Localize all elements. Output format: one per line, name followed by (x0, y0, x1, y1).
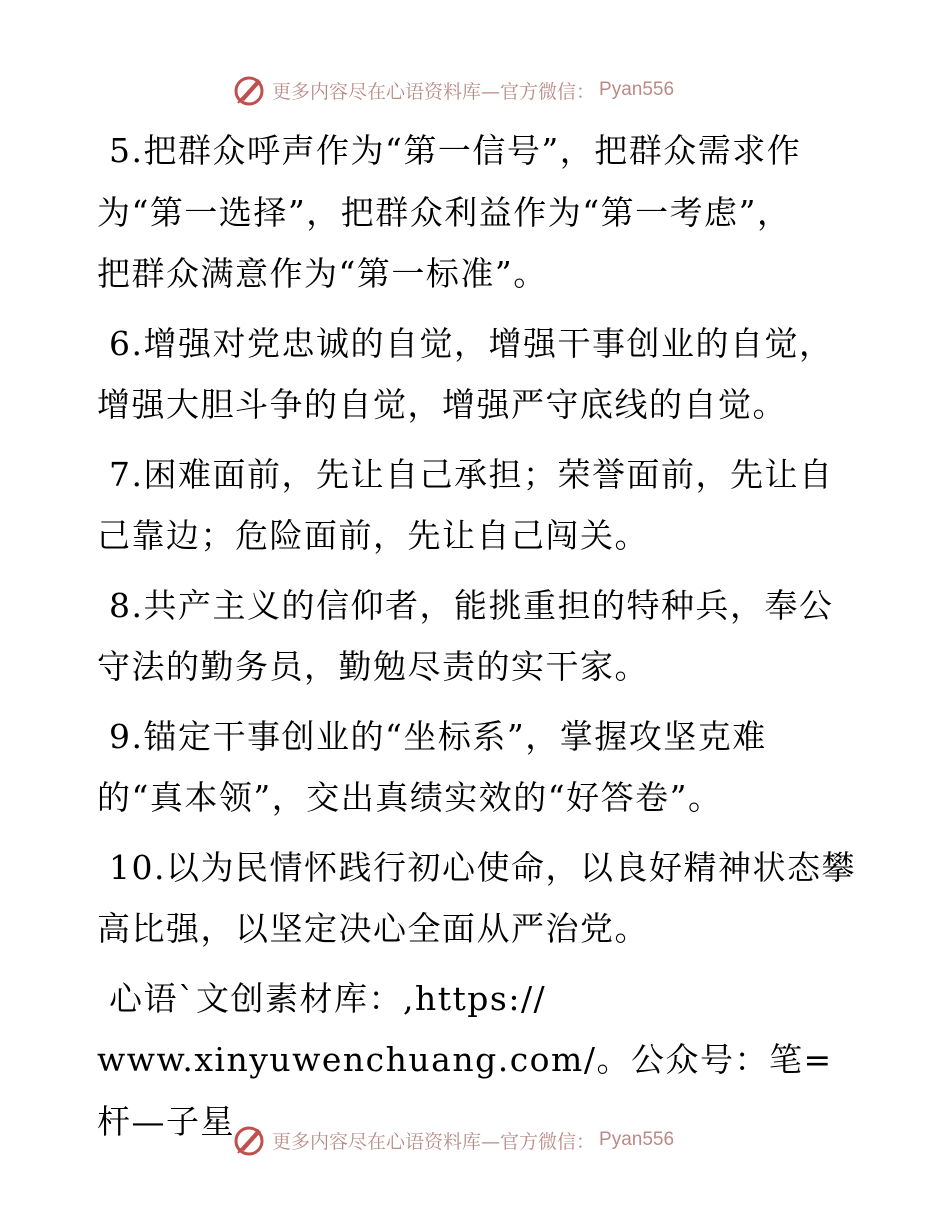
paragraph-7 (97, 444, 857, 567)
paragraph-line: 高比强，以坚定决心全面从严治党。 (97, 909, 649, 948)
paragraph-line: 8.共产主义的信仰者，能挑重担的特种兵，奉公 (109, 585, 834, 625)
paragraph-5 (97, 120, 857, 305)
paragraph-line: 己靠边；危险面前，先让自己闯关。 (97, 516, 649, 555)
source-link-line: www.xinyuwenchuang.com/。公众号：笔=杆—子星 (97, 1040, 833, 1141)
document-body (97, 120, 857, 1160)
header-watermark (232, 70, 712, 110)
quill-logo-icon (232, 73, 266, 107)
paragraph-line: 9.锚定干事创业的“坐标系”，掌握攻坚克难 (109, 716, 767, 756)
paragraph-8 (97, 575, 857, 698)
watermark-text: 更多内容尽在心语资料库—官方微信： (272, 80, 596, 103)
quill-logo-icon (232, 1123, 266, 1157)
paragraph-line: 的“真本领”，交出真绩实效的“好答卷”。 (97, 778, 723, 817)
paragraph-line: 7.困难面前，先让自己承担；荣誉面前，先让自 (109, 454, 834, 494)
watermark-handle: Pyan556 (599, 79, 675, 100)
paragraph-line: 6.增强对党忠诚的自觉，增强干事创业的自觉， (109, 323, 834, 363)
paragraph-line: 5.把群众呼声作为“第一信号”，把群众需求作 (109, 131, 802, 170)
paragraph-6 (97, 313, 857, 436)
source-line: 心语`文创素材库：,https:// (109, 978, 547, 1018)
paragraph-10 (97, 837, 857, 960)
paragraph-line: 10.以为民情怀践行初心使命，以良好精神状态攀 (109, 847, 856, 887)
paragraph-line: 把群众满意作为“第一标准”。 (97, 254, 548, 293)
paragraph-9 (97, 706, 857, 829)
footer-watermark (232, 1120, 712, 1160)
paragraph-line: 为“第一选择”，把群众利益作为“第一考虑”， (97, 192, 792, 232)
paragraph-line: 增强大胆斗争的自觉，增强严守底线的自觉。 (97, 385, 787, 424)
watermark-handle: Pyan556 (599, 1129, 675, 1150)
paragraph-line: 守法的勤务员，勤勉尽责的实干家。 (97, 647, 649, 686)
watermark-text: 更多内容尽在心语资料库—官方微信： (272, 1130, 596, 1153)
